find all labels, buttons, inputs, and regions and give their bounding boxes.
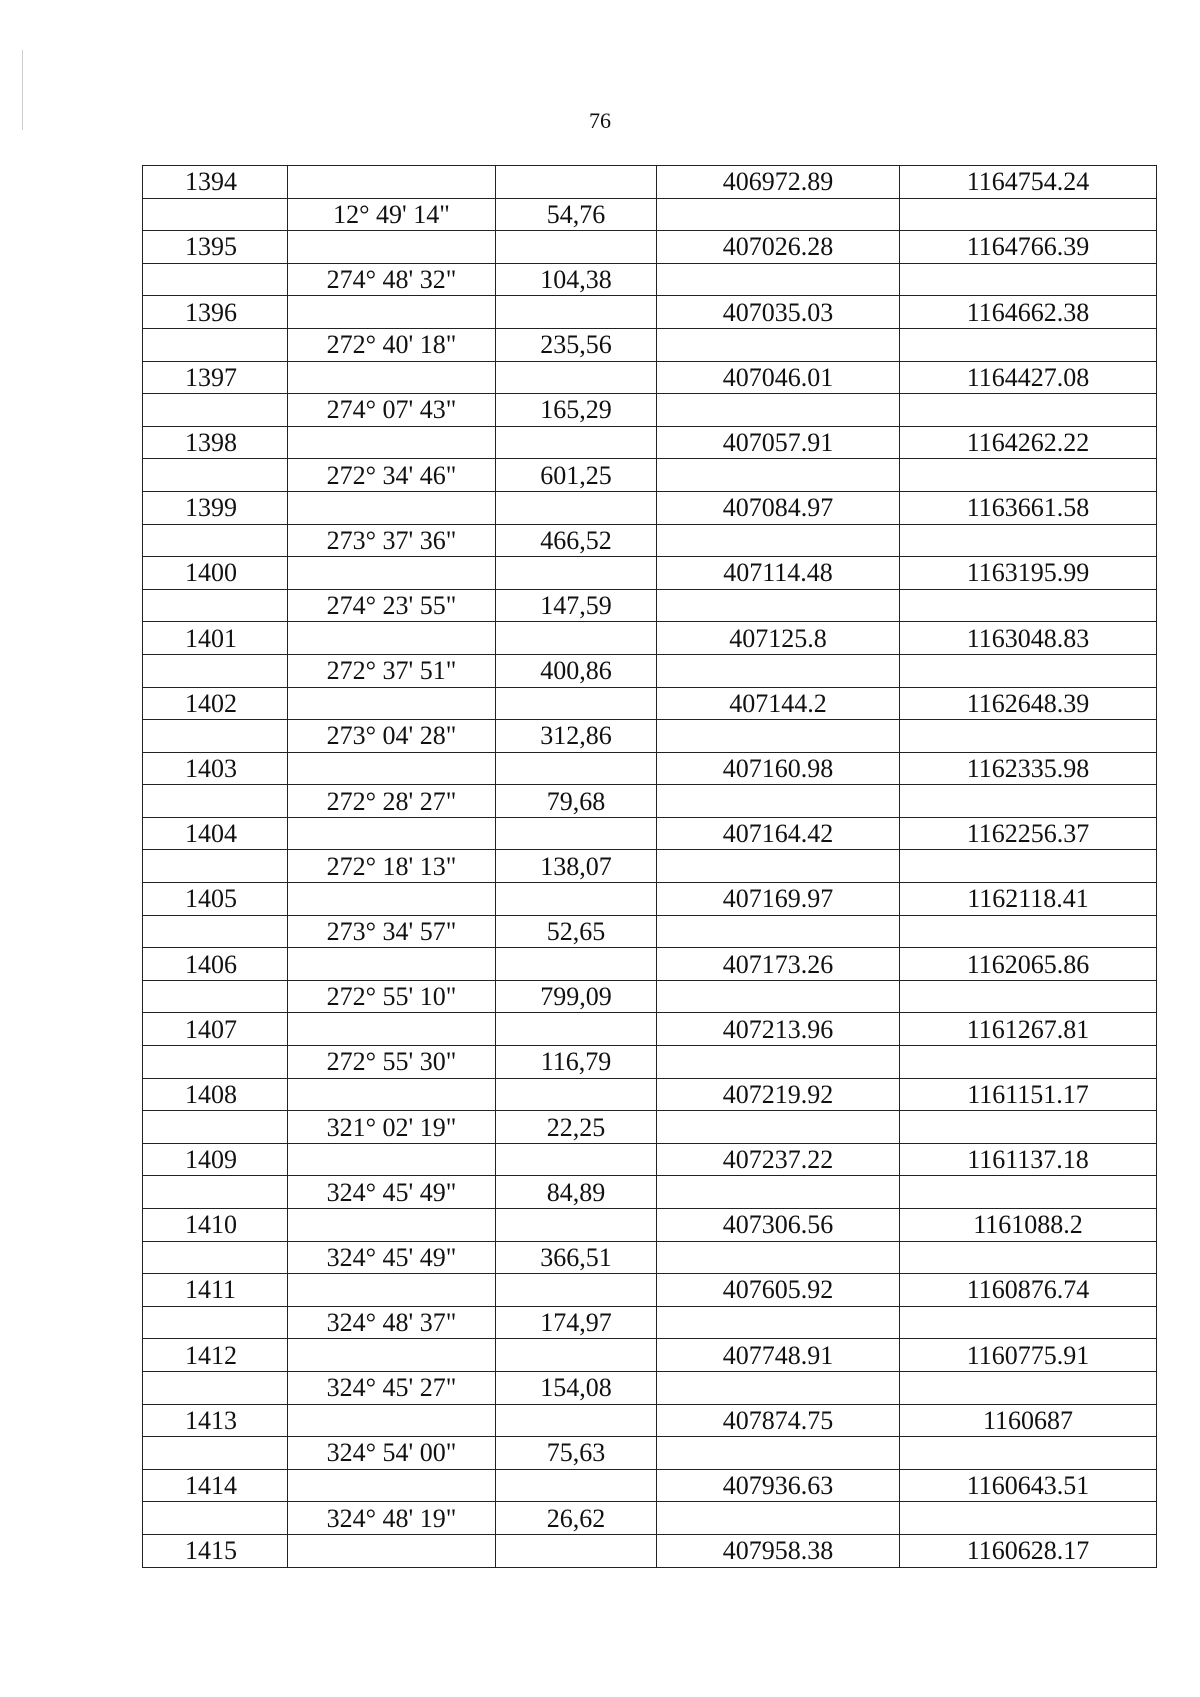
point-number-cell: 1396 [143, 296, 288, 329]
y-coordinate-cell: 1163048.83 [900, 622, 1157, 655]
distance-cell: 79,68 [496, 785, 657, 818]
direction-angle-cell [288, 166, 496, 199]
y-coordinate-cell [900, 459, 1157, 492]
y-coordinate-cell [900, 1176, 1157, 1209]
direction-angle-cell [288, 1534, 496, 1567]
y-coordinate-cell [900, 1306, 1157, 1339]
y-coordinate-cell: 1160687 [900, 1404, 1157, 1437]
distance-cell: 466,52 [496, 524, 657, 557]
point-number-cell [143, 1437, 288, 1470]
segment-row [143, 915, 1157, 948]
point-row [143, 557, 1157, 590]
point-row [143, 1209, 1157, 1242]
point-number-cell: 1403 [143, 752, 288, 785]
x-coordinate-cell: 407046.01 [657, 361, 900, 394]
point-number-cell [143, 1111, 288, 1144]
segment-row [143, 1176, 1157, 1209]
direction-angle-cell: 324° 45' 49" [288, 1176, 496, 1209]
segment-row [143, 1371, 1157, 1404]
point-number-cell [143, 1046, 288, 1079]
x-coordinate-cell [657, 1502, 900, 1535]
point-number-cell: 1407 [143, 1013, 288, 1046]
direction-angle-cell: 324° 48' 37" [288, 1306, 496, 1339]
point-row [143, 1469, 1157, 1502]
segment-row [143, 654, 1157, 687]
direction-angle-cell [288, 231, 496, 264]
distance-cell: 22,25 [496, 1111, 657, 1144]
y-coordinate-cell: 1164262.22 [900, 426, 1157, 459]
segment-row [143, 1502, 1157, 1535]
x-coordinate-cell [657, 1306, 900, 1339]
distance-cell [496, 883, 657, 916]
point-number-cell [143, 720, 288, 753]
direction-angle-cell [288, 948, 496, 981]
direction-angle-cell: 273° 34' 57" [288, 915, 496, 948]
direction-angle-cell: 272° 18' 13" [288, 850, 496, 883]
distance-cell [496, 752, 657, 785]
distance-cell [496, 557, 657, 590]
point-row [143, 1143, 1157, 1176]
direction-angle-cell [288, 1274, 496, 1307]
point-number-cell: 1395 [143, 231, 288, 264]
y-coordinate-cell: 1164754.24 [900, 166, 1157, 199]
x-coordinate-cell: 407125.8 [657, 622, 900, 655]
point-row [143, 361, 1157, 394]
segment-row [143, 850, 1157, 883]
point-number-cell [143, 785, 288, 818]
x-coordinate-cell [657, 524, 900, 557]
x-coordinate-cell: 407144.2 [657, 687, 900, 720]
direction-angle-cell: 273° 37' 36" [288, 524, 496, 557]
direction-angle-cell [288, 557, 496, 590]
x-coordinate-cell [657, 1371, 900, 1404]
direction-angle-cell [288, 883, 496, 916]
coordinates-table [142, 165, 1157, 1568]
x-coordinate-cell [657, 1176, 900, 1209]
distance-cell [496, 1143, 657, 1176]
distance-cell [496, 166, 657, 199]
segment-row [143, 1111, 1157, 1144]
x-coordinate-cell [657, 589, 900, 622]
direction-angle-cell [288, 622, 496, 655]
x-coordinate-cell [657, 915, 900, 948]
point-row [143, 491, 1157, 524]
direction-angle-cell [288, 1339, 496, 1372]
direction-angle-cell [288, 687, 496, 720]
point-number-cell: 1394 [143, 166, 288, 199]
y-coordinate-cell: 1163195.99 [900, 557, 1157, 590]
direction-angle-cell: 12° 49' 14" [288, 198, 496, 231]
direction-angle-cell: 324° 45' 49" [288, 1241, 496, 1274]
point-row [143, 1013, 1157, 1046]
distance-cell [496, 1013, 657, 1046]
x-coordinate-cell: 407237.22 [657, 1143, 900, 1176]
point-number-cell [143, 1241, 288, 1274]
distance-cell: 116,79 [496, 1046, 657, 1079]
point-number-cell: 1405 [143, 883, 288, 916]
x-coordinate-cell [657, 198, 900, 231]
point-number-cell: 1413 [143, 1404, 288, 1437]
point-number-cell: 1409 [143, 1143, 288, 1176]
point-row [143, 296, 1157, 329]
segment-row [143, 328, 1157, 361]
point-row [143, 426, 1157, 459]
y-coordinate-cell: 1160643.51 [900, 1469, 1157, 1502]
x-coordinate-cell: 407114.48 [657, 557, 900, 590]
direction-angle-cell: 321° 02' 19" [288, 1111, 496, 1144]
point-number-cell: 1414 [143, 1469, 288, 1502]
distance-cell [496, 1274, 657, 1307]
distance-cell [496, 1209, 657, 1242]
y-coordinate-cell [900, 1371, 1157, 1404]
x-coordinate-cell: 406972.89 [657, 166, 900, 199]
y-coordinate-cell: 1164766.39 [900, 231, 1157, 264]
point-number-cell [143, 915, 288, 948]
y-coordinate-cell: 1160876.74 [900, 1274, 1157, 1307]
direction-angle-cell: 274° 48' 32" [288, 263, 496, 296]
distance-cell [496, 1469, 657, 1502]
x-coordinate-cell: 407219.92 [657, 1078, 900, 1111]
y-coordinate-cell: 1162256.37 [900, 817, 1157, 850]
point-number-cell: 1408 [143, 1078, 288, 1111]
x-coordinate-cell [657, 328, 900, 361]
x-coordinate-cell [657, 980, 900, 1013]
coordinates-table-container [142, 165, 1156, 1568]
x-coordinate-cell: 407958.38 [657, 1534, 900, 1567]
point-number-cell [143, 1306, 288, 1339]
distance-cell: 165,29 [496, 394, 657, 427]
y-coordinate-cell [900, 785, 1157, 818]
point-row [143, 1078, 1157, 1111]
x-coordinate-cell: 407164.42 [657, 817, 900, 850]
y-coordinate-cell [900, 328, 1157, 361]
point-number-cell [143, 1176, 288, 1209]
direction-angle-cell: 272° 40' 18" [288, 328, 496, 361]
x-coordinate-cell: 407605.92 [657, 1274, 900, 1307]
y-coordinate-cell: 1164662.38 [900, 296, 1157, 329]
point-row [143, 1534, 1157, 1567]
point-number-cell [143, 459, 288, 492]
direction-angle-cell [288, 1078, 496, 1111]
distance-cell: 138,07 [496, 850, 657, 883]
direction-angle-cell [288, 817, 496, 850]
segment-row [143, 459, 1157, 492]
y-coordinate-cell: 1161137.18 [900, 1143, 1157, 1176]
distance-cell: 400,86 [496, 654, 657, 687]
point-number-cell [143, 198, 288, 231]
distance-cell [496, 622, 657, 655]
x-coordinate-cell: 407173.26 [657, 948, 900, 981]
y-coordinate-cell [900, 850, 1157, 883]
x-coordinate-cell: 407026.28 [657, 231, 900, 264]
point-row [143, 752, 1157, 785]
x-coordinate-cell: 407306.56 [657, 1209, 900, 1242]
x-coordinate-cell [657, 850, 900, 883]
direction-angle-cell: 272° 34' 46" [288, 459, 496, 492]
point-number-cell: 1401 [143, 622, 288, 655]
direction-angle-cell: 272° 55' 30" [288, 1046, 496, 1079]
y-coordinate-cell: 1163661.58 [900, 491, 1157, 524]
segment-row [143, 980, 1157, 1013]
point-row [143, 948, 1157, 981]
x-coordinate-cell: 407035.03 [657, 296, 900, 329]
distance-cell [496, 426, 657, 459]
x-coordinate-cell [657, 263, 900, 296]
coordinates-table-body [143, 166, 1157, 1568]
direction-angle-cell: 324° 54' 00" [288, 1437, 496, 1470]
x-coordinate-cell: 407160.98 [657, 752, 900, 785]
direction-angle-cell [288, 1469, 496, 1502]
direction-angle-cell [288, 296, 496, 329]
distance-cell: 75,63 [496, 1437, 657, 1470]
y-coordinate-cell [900, 1046, 1157, 1079]
y-coordinate-cell [900, 1241, 1157, 1274]
distance-cell [496, 687, 657, 720]
point-row [143, 1339, 1157, 1372]
x-coordinate-cell: 407748.91 [657, 1339, 900, 1372]
y-coordinate-cell: 1160628.17 [900, 1534, 1157, 1567]
x-coordinate-cell [657, 459, 900, 492]
point-number-cell [143, 263, 288, 296]
distance-cell: 312,86 [496, 720, 657, 753]
point-row [143, 231, 1157, 264]
direction-angle-cell [288, 361, 496, 394]
y-coordinate-cell [900, 198, 1157, 231]
point-number-cell: 1411 [143, 1274, 288, 1307]
point-number-cell: 1398 [143, 426, 288, 459]
segment-row [143, 1241, 1157, 1274]
x-coordinate-cell: 407057.91 [657, 426, 900, 459]
x-coordinate-cell [657, 1437, 900, 1470]
point-row [143, 687, 1157, 720]
y-coordinate-cell: 1161151.17 [900, 1078, 1157, 1111]
y-coordinate-cell [900, 263, 1157, 296]
distance-cell [496, 1404, 657, 1437]
point-number-cell [143, 654, 288, 687]
point-number-cell [143, 589, 288, 622]
point-row [143, 166, 1157, 199]
direction-angle-cell: 324° 45' 27" [288, 1371, 496, 1404]
x-coordinate-cell: 407936.63 [657, 1469, 900, 1502]
y-coordinate-cell [900, 1502, 1157, 1535]
direction-angle-cell [288, 1209, 496, 1242]
distance-cell: 26,62 [496, 1502, 657, 1535]
x-coordinate-cell [657, 1241, 900, 1274]
point-number-cell: 1399 [143, 491, 288, 524]
point-number-cell: 1406 [143, 948, 288, 981]
y-coordinate-cell [900, 980, 1157, 1013]
point-number-cell [143, 524, 288, 557]
distance-cell: 84,89 [496, 1176, 657, 1209]
segment-row [143, 263, 1157, 296]
direction-angle-cell: 324° 48' 19" [288, 1502, 496, 1535]
direction-angle-cell [288, 1013, 496, 1046]
distance-cell [496, 1078, 657, 1111]
y-coordinate-cell [900, 1111, 1157, 1144]
x-coordinate-cell: 407169.97 [657, 883, 900, 916]
direction-angle-cell [288, 1404, 496, 1437]
direction-angle-cell [288, 1143, 496, 1176]
x-coordinate-cell [657, 654, 900, 687]
segment-row [143, 1046, 1157, 1079]
x-coordinate-cell: 407213.96 [657, 1013, 900, 1046]
y-coordinate-cell: 1161088.2 [900, 1209, 1157, 1242]
segment-row [143, 720, 1157, 753]
direction-angle-cell: 272° 37' 51" [288, 654, 496, 687]
point-number-cell [143, 394, 288, 427]
point-row [143, 817, 1157, 850]
distance-cell: 154,08 [496, 1371, 657, 1404]
y-coordinate-cell: 1164427.08 [900, 361, 1157, 394]
point-number-cell [143, 850, 288, 883]
direction-angle-cell: 274° 07' 43" [288, 394, 496, 427]
y-coordinate-cell: 1162118.41 [900, 883, 1157, 916]
direction-angle-cell [288, 752, 496, 785]
point-row [143, 1404, 1157, 1437]
y-coordinate-cell [900, 720, 1157, 753]
distance-cell: 601,25 [496, 459, 657, 492]
distance-cell: 147,59 [496, 589, 657, 622]
y-coordinate-cell [900, 394, 1157, 427]
point-number-cell: 1400 [143, 557, 288, 590]
distance-cell [496, 1534, 657, 1567]
x-coordinate-cell: 407084.97 [657, 491, 900, 524]
direction-angle-cell: 273° 04' 28" [288, 720, 496, 753]
distance-cell [496, 1339, 657, 1372]
point-number-cell: 1402 [143, 687, 288, 720]
y-coordinate-cell: 1161267.81 [900, 1013, 1157, 1046]
y-coordinate-cell [900, 589, 1157, 622]
point-number-cell: 1412 [143, 1339, 288, 1372]
segment-row [143, 524, 1157, 557]
distance-cell: 52,65 [496, 915, 657, 948]
distance-cell: 366,51 [496, 1241, 657, 1274]
point-number-cell: 1404 [143, 817, 288, 850]
point-row [143, 622, 1157, 655]
y-coordinate-cell: 1162648.39 [900, 687, 1157, 720]
page-number: 76 [589, 108, 611, 133]
point-row [143, 1274, 1157, 1307]
distance-cell [496, 231, 657, 264]
point-row [143, 883, 1157, 916]
direction-angle-cell [288, 426, 496, 459]
distance-cell: 799,09 [496, 980, 657, 1013]
point-number-cell: 1397 [143, 361, 288, 394]
y-coordinate-cell [900, 654, 1157, 687]
y-coordinate-cell: 1162335.98 [900, 752, 1157, 785]
distance-cell [496, 491, 657, 524]
point-number-cell: 1410 [143, 1209, 288, 1242]
segment-row [143, 785, 1157, 818]
segment-row [143, 394, 1157, 427]
point-number-cell [143, 328, 288, 361]
y-coordinate-cell [900, 915, 1157, 948]
x-coordinate-cell [657, 720, 900, 753]
x-coordinate-cell [657, 1111, 900, 1144]
x-coordinate-cell [657, 785, 900, 818]
distance-cell [496, 948, 657, 981]
x-coordinate-cell [657, 394, 900, 427]
segment-row [143, 198, 1157, 231]
distance-cell: 104,38 [496, 263, 657, 296]
direction-angle-cell: 274° 23' 55" [288, 589, 496, 622]
y-coordinate-cell [900, 524, 1157, 557]
point-number-cell [143, 980, 288, 1013]
segment-row [143, 1437, 1157, 1470]
segment-row [143, 589, 1157, 622]
direction-angle-cell: 272° 28' 27" [288, 785, 496, 818]
point-number-cell: 1415 [143, 1534, 288, 1567]
direction-angle-cell [288, 491, 496, 524]
distance-cell [496, 296, 657, 329]
point-number-cell [143, 1502, 288, 1535]
distance-cell [496, 361, 657, 394]
distance-cell [496, 817, 657, 850]
distance-cell: 54,76 [496, 198, 657, 231]
x-coordinate-cell [657, 1046, 900, 1079]
distance-cell: 174,97 [496, 1306, 657, 1339]
distance-cell: 235,56 [496, 328, 657, 361]
y-coordinate-cell [900, 1437, 1157, 1470]
point-number-cell [143, 1371, 288, 1404]
x-coordinate-cell: 407874.75 [657, 1404, 900, 1437]
segment-row [143, 1306, 1157, 1339]
y-coordinate-cell: 1162065.86 [900, 948, 1157, 981]
y-coordinate-cell: 1160775.91 [900, 1339, 1157, 1372]
direction-angle-cell: 272° 55' 10" [288, 980, 496, 1013]
